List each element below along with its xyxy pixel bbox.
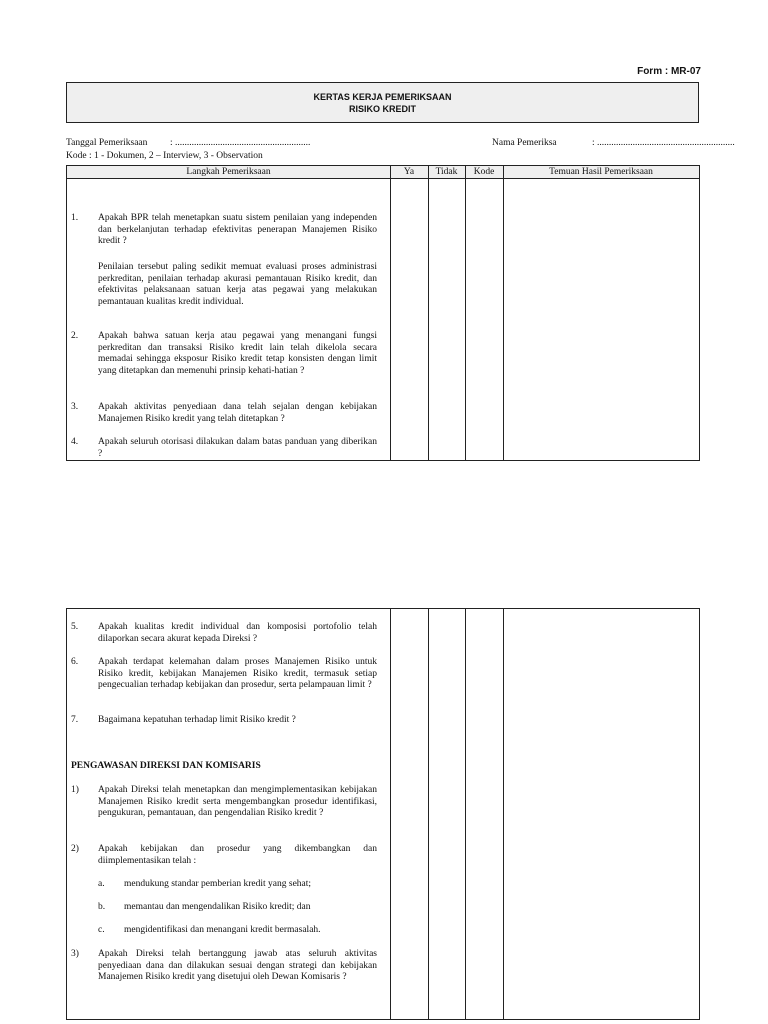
exam-table-2 (66, 608, 700, 1020)
date-label: Tanggal Pemeriksaan (66, 138, 148, 148)
question-number: 1. (71, 213, 79, 223)
question-text: Apakah bahwa satuan kerja atau pegawai yang menangani fungsi perkreditan dan transaksi Risiko kredit lain telah dikelola secara memadai sehingga eksposur Risiko kredit tetap konsisten dengan limit yang ditetapkan dan memenuhi prinsip kehati-hatian ? (98, 331, 377, 376)
question-number: 3. (71, 402, 79, 412)
form-code: Form : MR-07 (637, 66, 701, 77)
column-divider (465, 609, 466, 1019)
column-divider (465, 166, 466, 460)
question-number: 5. (71, 622, 79, 632)
title-line-2: RISIKO KREDIT (348, 104, 416, 114)
column-divider (503, 609, 504, 1019)
sub-item-letter: b. (98, 902, 106, 912)
question-text: Penilaian tersebut paling sedikit memuat evaluasi proses administrasi perkreditan, penilaian terhadap akurasi pemantauan Risiko kredit, dan efektivitas pelaksanaan satuan kerja atas pegawai yang melakukan pemantauan kualitas kredit individual. (98, 262, 377, 307)
question-number: 2. (71, 331, 79, 341)
section-title: PENGAWASAN DIREKSI DAN KOMISARIS (71, 761, 261, 771)
examiner-field[interactable]: : .......................................................... (592, 138, 735, 148)
title-line-1: KERTAS KERJA PEMERIKSAAN (313, 92, 452, 102)
header-kode: Kode (465, 166, 503, 179)
header-findings: Temuan Hasil Pemeriksaan (503, 166, 699, 179)
question-number: 7. (71, 715, 79, 725)
sub-item-text: mengidentifikasi dan menangani kredit bermasalah. (124, 925, 321, 935)
question-number: 2) (71, 844, 79, 854)
question-text: Apakah BPR telah menetapkan suatu sistem penilaian yang independen dan berkelanjutan terhadap efektivitas penerapan Manajemen Risiko kredit ? (98, 213, 377, 246)
title-box (66, 82, 699, 123)
question-number: 1) (71, 785, 79, 795)
column-divider (428, 609, 429, 1019)
sub-item-text: memantau dan mengendalikan Risiko kredit; dan (124, 902, 311, 912)
question-number: 3) (71, 949, 79, 959)
exam-table-1 (66, 165, 700, 461)
question-number: 6. (71, 657, 79, 667)
examiner-label: Nama Pemeriksa (492, 138, 557, 148)
header-steps: Langkah Pemeriksaan (67, 166, 390, 179)
sub-item-letter: a. (98, 879, 105, 889)
question-text: Apakah terdapat kelemahan dalam proses Manajemen Risiko untuk Risiko kredit, kebijakan Manajemen Risiko kredit, termasuk setiap pengecualian terhadap kebijakan dan prosedur, serta pelampauan limit ? (98, 657, 377, 690)
question-text: Apakah Direksi telah bertanggung jawab atas seluruh aktivitas penyediaan dana dan dilakukan sesuai dengan strategi dan kebijakan Manajemen Risiko kredit yang disetujui oleh Dewan Komisaris ? (98, 949, 377, 982)
question-text: Apakah seluruh otorisasi dilakukan dalam batas panduan yang diberikan ? (98, 437, 377, 459)
header-ya: Ya (390, 166, 428, 179)
question-text: Apakah aktivitas penyediaan dana telah sejalan dengan kebijakan Manajemen Risiko kredit yang telah ditetapkan ? (98, 402, 377, 424)
sub-item-letter: c. (98, 925, 105, 935)
column-divider (503, 166, 504, 460)
header-tidak: Tidak (428, 166, 465, 179)
question-text: Bagaimana kepatuhan terhadap limit Risiko kredit ? (98, 715, 296, 725)
column-divider (390, 609, 391, 1019)
question-text: Apakah Direksi telah menetapkan dan mengimplementasikan kebijakan Manajemen Risiko kredit serta mengembangkan prosedur identifikasi, pengukuran, pemantauan, dan pengendalian Risiko kredit ? (98, 785, 377, 818)
column-divider (390, 166, 391, 460)
question-text: Apakah kualitas kredit individual dan komposisi portofolio telah dilaporkan secara akurat kepada Direksi ? (98, 622, 377, 644)
question-text: Apakah kebijakan dan prosedur yang dikembangkan dan diimplementasikan telah : (98, 844, 377, 866)
column-divider (428, 166, 429, 460)
sub-item-text: mendukung standar pemberian kredit yang sehat; (124, 879, 312, 889)
code-legend: Kode : 1 - Dokumen, 2 – Interview, 3 - Observation (66, 151, 263, 161)
date-field[interactable]: : ......................................................... (170, 138, 311, 148)
question-number: 4. (71, 437, 79, 447)
